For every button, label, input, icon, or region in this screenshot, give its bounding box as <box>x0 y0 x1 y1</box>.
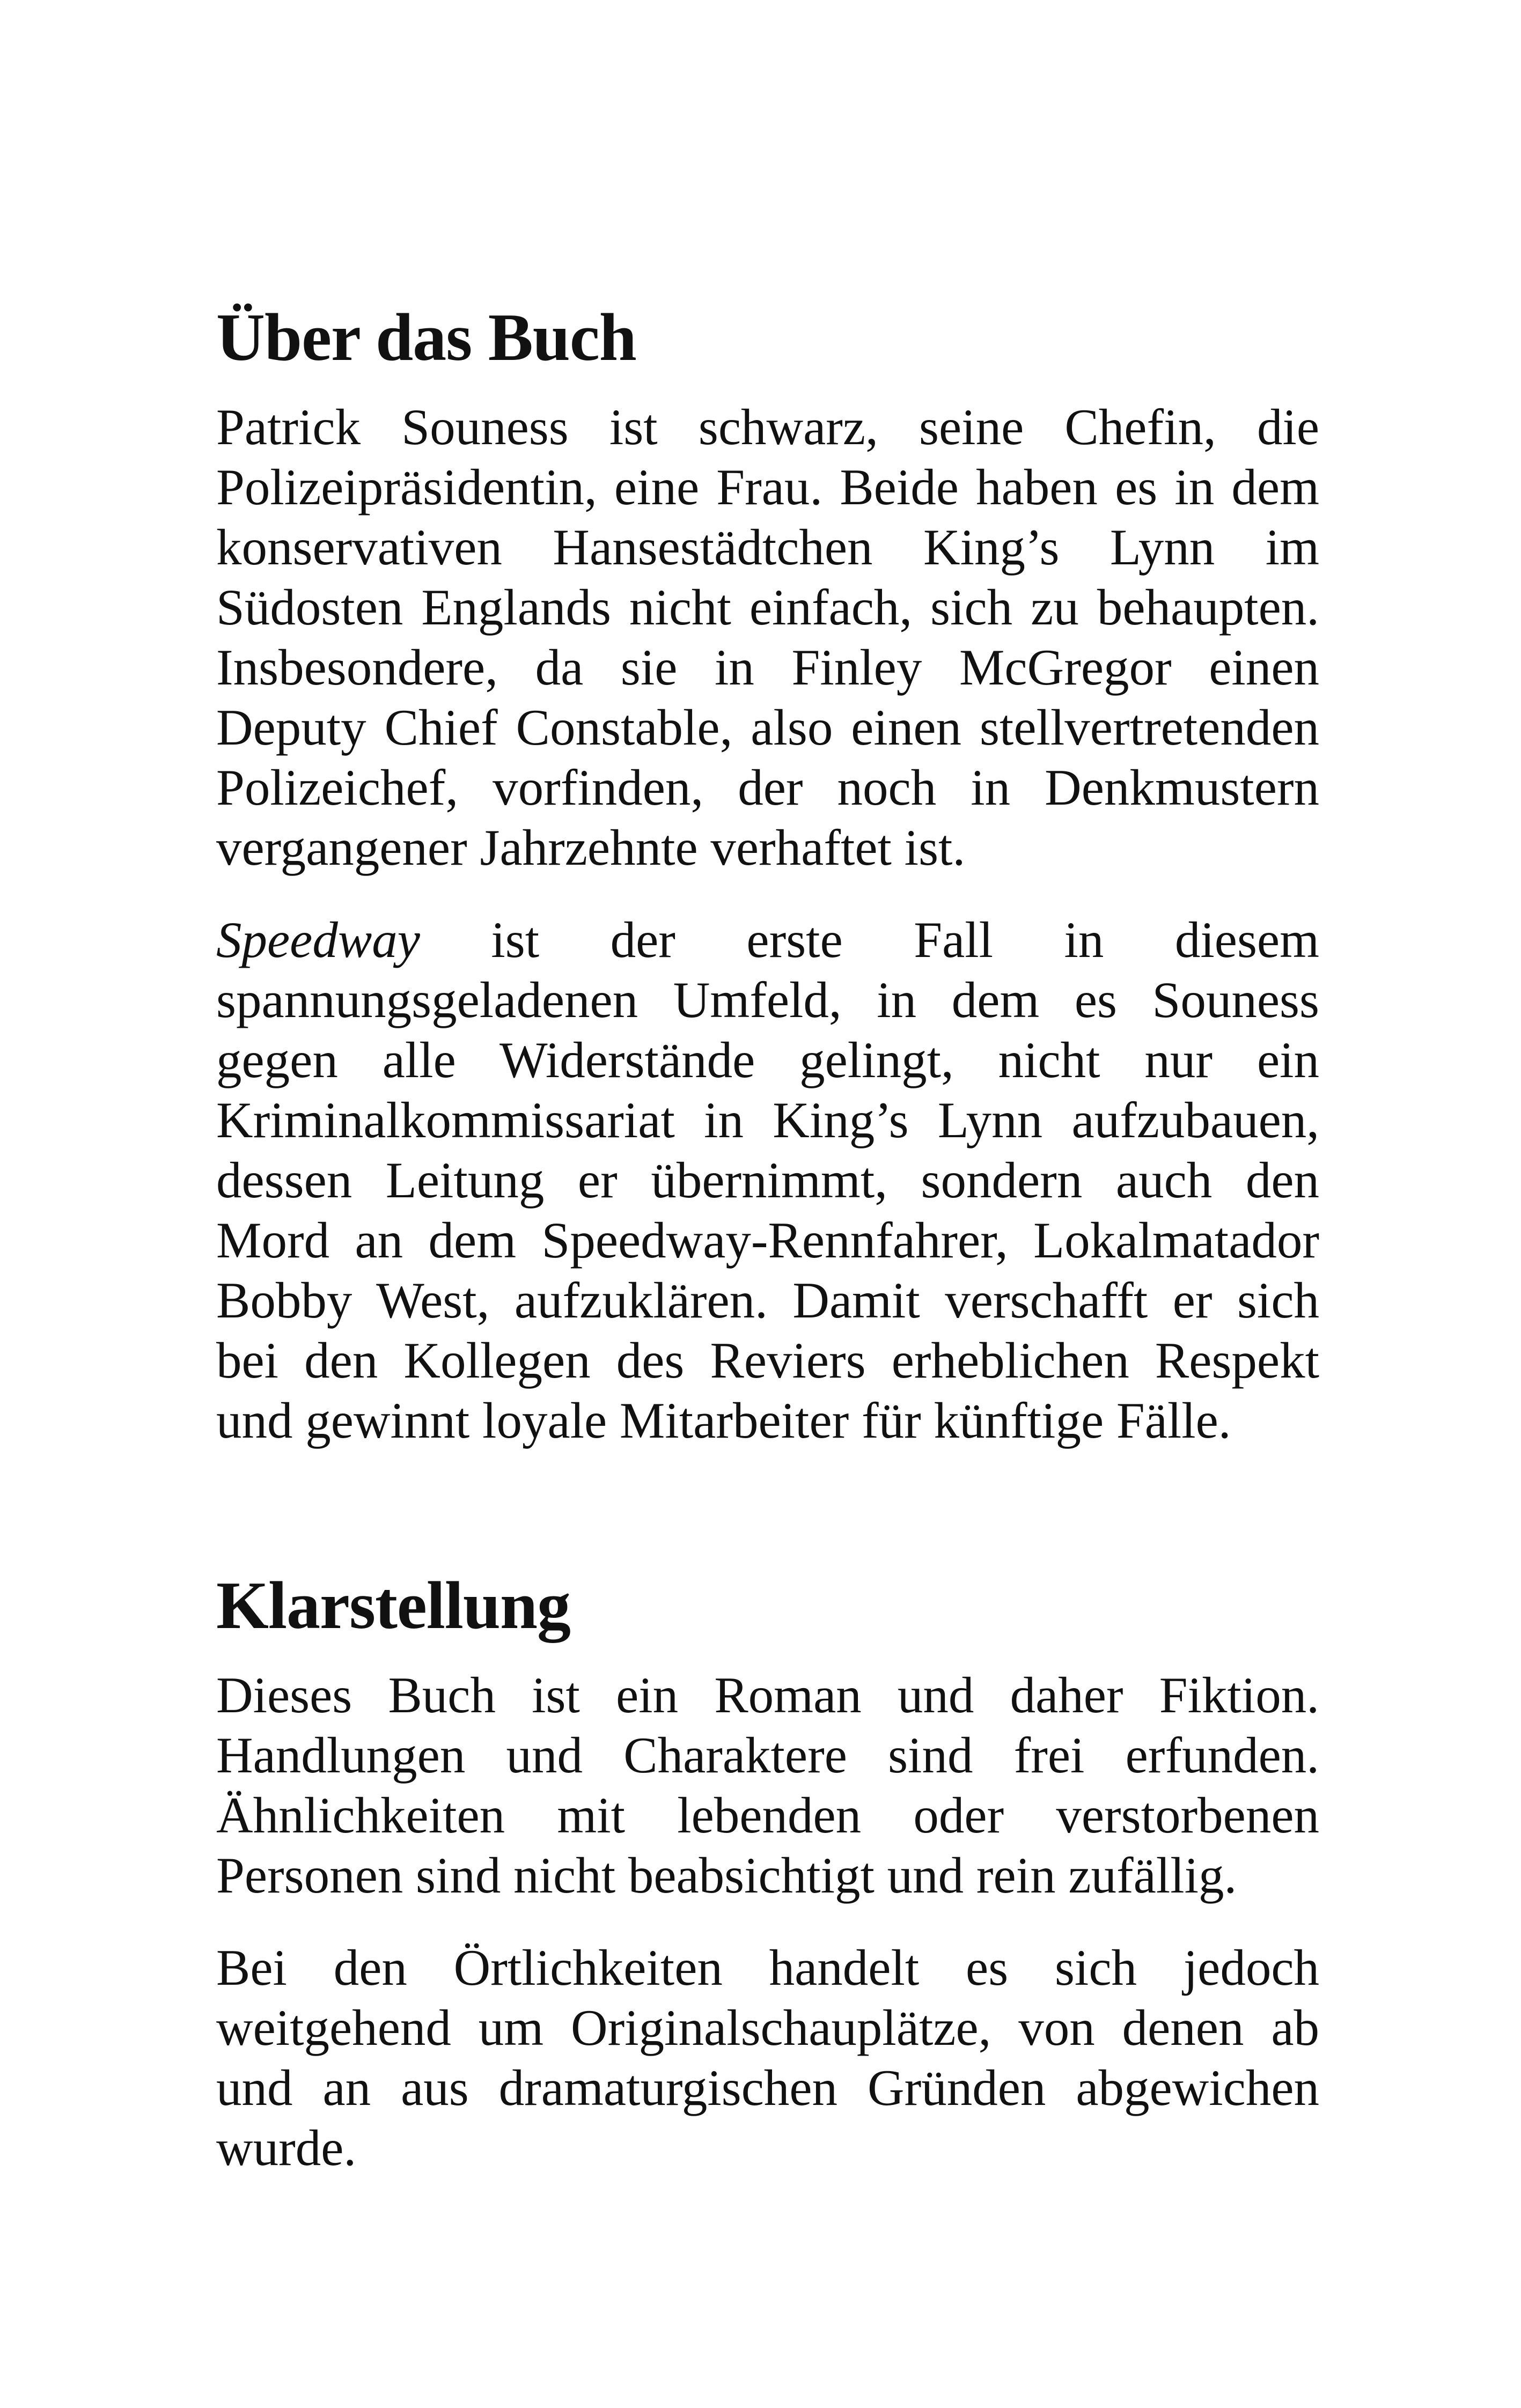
paragraph: Patrick Souness ist schwarz, seine Chefin, die Polizeipräsidentin, eine Frau. Beide haben es in dem konservativen Hansestädtchen King’s Lynn im Südosten Englands nicht einfach, sich zu behaupten. Insbesondere, da sie in Finley McGregor einen Deputy Chief Constable, also einen stellvertretenden Polizeichef, vorfinden, der noch in Denkmustern vergangener Jahrzehnte verhaftet ist. <box>216 399 1319 876</box>
paragraph <box>216 910 1319 1450</box>
page-content <box>216 300 1319 2210</box>
section-heading: Über das Buch <box>216 300 636 375</box>
paragraph-text: ist der erste Fall in diesem spannungsgeladenen Umfeld, in dem es Souness gegen alle Widerstände gelingt, nicht nur ein Kriminalkommissariat in King’s Lynn aufzubauen, dessen Leitung er übernimmt, sondern auch den Mord an dem Speedway-Rennfahrer, Lokalmatador Bobby West, aufzuklären. Damit verschafft er sich bei den Kollegen des Reviers erheblichen Respekt und gewinnt loyale Mitarbeiter für künftige Fälle. <box>216 911 1319 1449</box>
section-spacer <box>216 1483 1319 1568</box>
paragraph: Dieses Buch ist ein Roman und daher Fiktion. Handlungen und Charaktere sind frei erfunden. Ähnlichkeiten mit lebenden oder verstorbenen Personen sind nicht beabsichtigt und rein zufällig. <box>216 1667 1319 1904</box>
book-title-italic: Speedway <box>216 911 420 968</box>
paragraph: Bei den Örtlichkeiten handelt es sich jedoch weitgehend um Originalschauplätze, von denen ab und an aus dramaturgischen Gründen abgewichen wurde. <box>216 1939 1319 2176</box>
section-about-book <box>216 300 1319 1450</box>
section-disclaimer <box>216 1568 1319 2178</box>
section-heading: Klarstellung <box>216 1568 571 1643</box>
